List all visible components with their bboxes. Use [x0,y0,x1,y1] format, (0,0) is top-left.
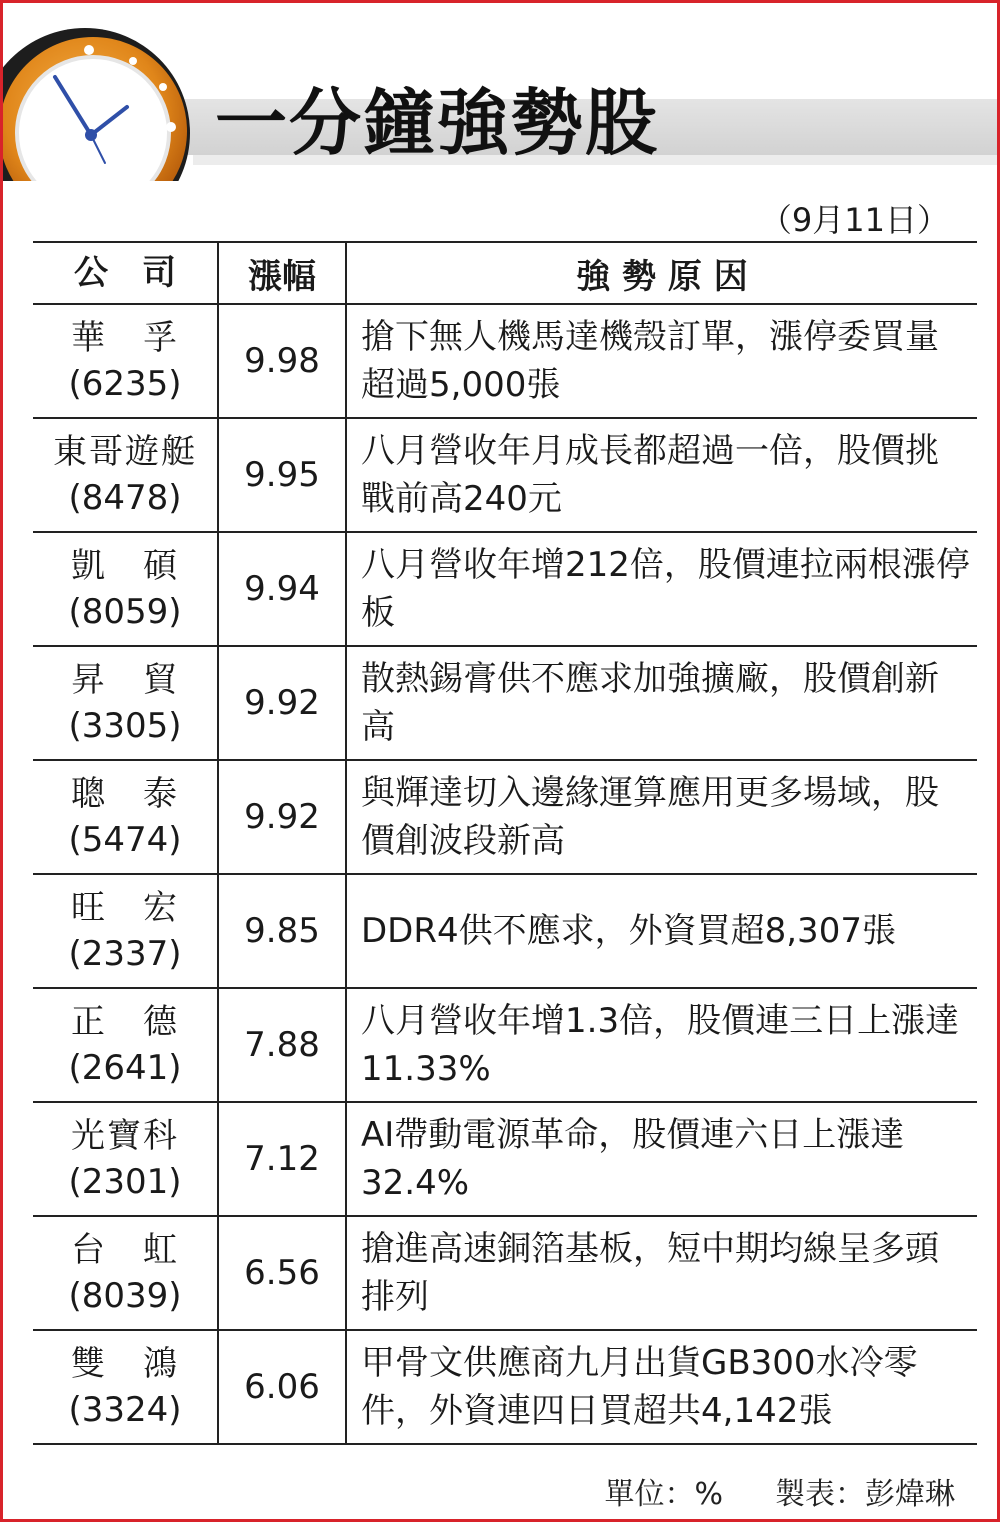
company-name: 雙 鴻 [71,1344,179,1384]
date-label: （9月11日） [759,201,949,239]
reason-text: 與輝達切入邊緣運算應用更多場域，股價創波段新高 [346,760,977,874]
table-row [33,874,977,988]
table-row [33,418,977,532]
reason-text: 八月營收年增1.3倍，股價連三日上漲達11.33% [346,988,977,1102]
change-value: 9.95 [218,418,346,532]
table-row [33,988,977,1102]
reason-text: 八月營收年月成長都超過一倍，股價挑戰前高240元 [346,418,977,532]
company-name: 正 德 [71,1002,179,1042]
reason-text: 八月營收年增212倍，股價連拉兩根漲停板 [346,532,977,646]
change-value: 9.94 [218,532,346,646]
table-row [33,646,977,760]
stock-code: (3305) [68,706,182,746]
reason-text: 搶進高速銅箔基板，短中期均線呈多頭排列 [346,1216,977,1330]
company-cell [33,988,218,1102]
footer [604,1469,955,1513]
company-cell [33,1216,218,1330]
reason-text: 散熱錫膏供不應求加強擴廠，股價創新高 [346,646,977,760]
company-name: 華 孚 [71,318,179,358]
reason-text: AI帶動電源革命，股價連六日上漲達32.4% [346,1102,977,1216]
header-reason: 強 勢 原 因 [346,242,977,304]
unit-label: 單位：% [604,1477,723,1512]
reason-text: DDR4供不應求，外資買超8,307張 [346,874,977,988]
company-cell [33,532,218,646]
stock-code: (8478) [68,478,182,518]
reason-text: 甲骨文供應商九月出貨GB300水冷零件，外資連四日買超共4,142張 [346,1330,977,1444]
company-cell [33,874,218,988]
author-label: 製表：彭煒琳 [775,1477,955,1512]
stock-code: (2337) [68,934,182,974]
stock-code: (8059) [68,592,182,632]
header-change: 漲幅 [218,242,346,304]
company-name: 東哥遊艇 [53,432,197,472]
stock-code: (5474) [68,820,182,860]
table-row [33,532,977,646]
company-cell [33,304,218,418]
table-row [33,304,977,418]
stock-code: (8039) [68,1276,182,1316]
company-cell [33,646,218,760]
table-header-row [33,242,977,304]
company-cell [33,760,218,874]
change-value: 6.56 [218,1216,346,1330]
page-title: 一分鐘強勢股 [215,81,660,165]
company-name: 旺 宏 [71,888,179,928]
stock-code: (6235) [68,364,182,404]
stock-code: (2301) [68,1162,182,1202]
stock-code: (2641) [68,1048,182,1088]
company-cell [33,418,218,532]
change-value: 7.88 [218,988,346,1102]
company-name: 聰 泰 [71,774,179,814]
change-value: 9.92 [218,646,346,760]
company-name: 台 虹 [71,1230,179,1270]
table-row [33,760,977,874]
stock-code: (3324) [68,1390,182,1430]
company-cell [33,1102,218,1216]
change-value: 9.92 [218,760,346,874]
clock-icon [0,3,193,181]
table-row [33,1216,977,1330]
change-value: 9.85 [218,874,346,988]
header-company: 公 司 [33,242,218,304]
company-cell [33,1330,218,1444]
table-row [33,1330,977,1444]
change-value: 9.98 [218,304,346,418]
table-row [33,1102,977,1216]
company-name: 光寶科 [71,1116,179,1156]
change-value: 7.12 [218,1102,346,1216]
company-name: 昇 貿 [71,660,179,700]
company-name: 凱 碩 [71,546,179,586]
stock-table [33,241,977,1445]
change-value: 6.06 [218,1330,346,1444]
reason-text: 搶下無人機馬達機殼訂單，漲停委買量超過5,000張 [346,304,977,418]
